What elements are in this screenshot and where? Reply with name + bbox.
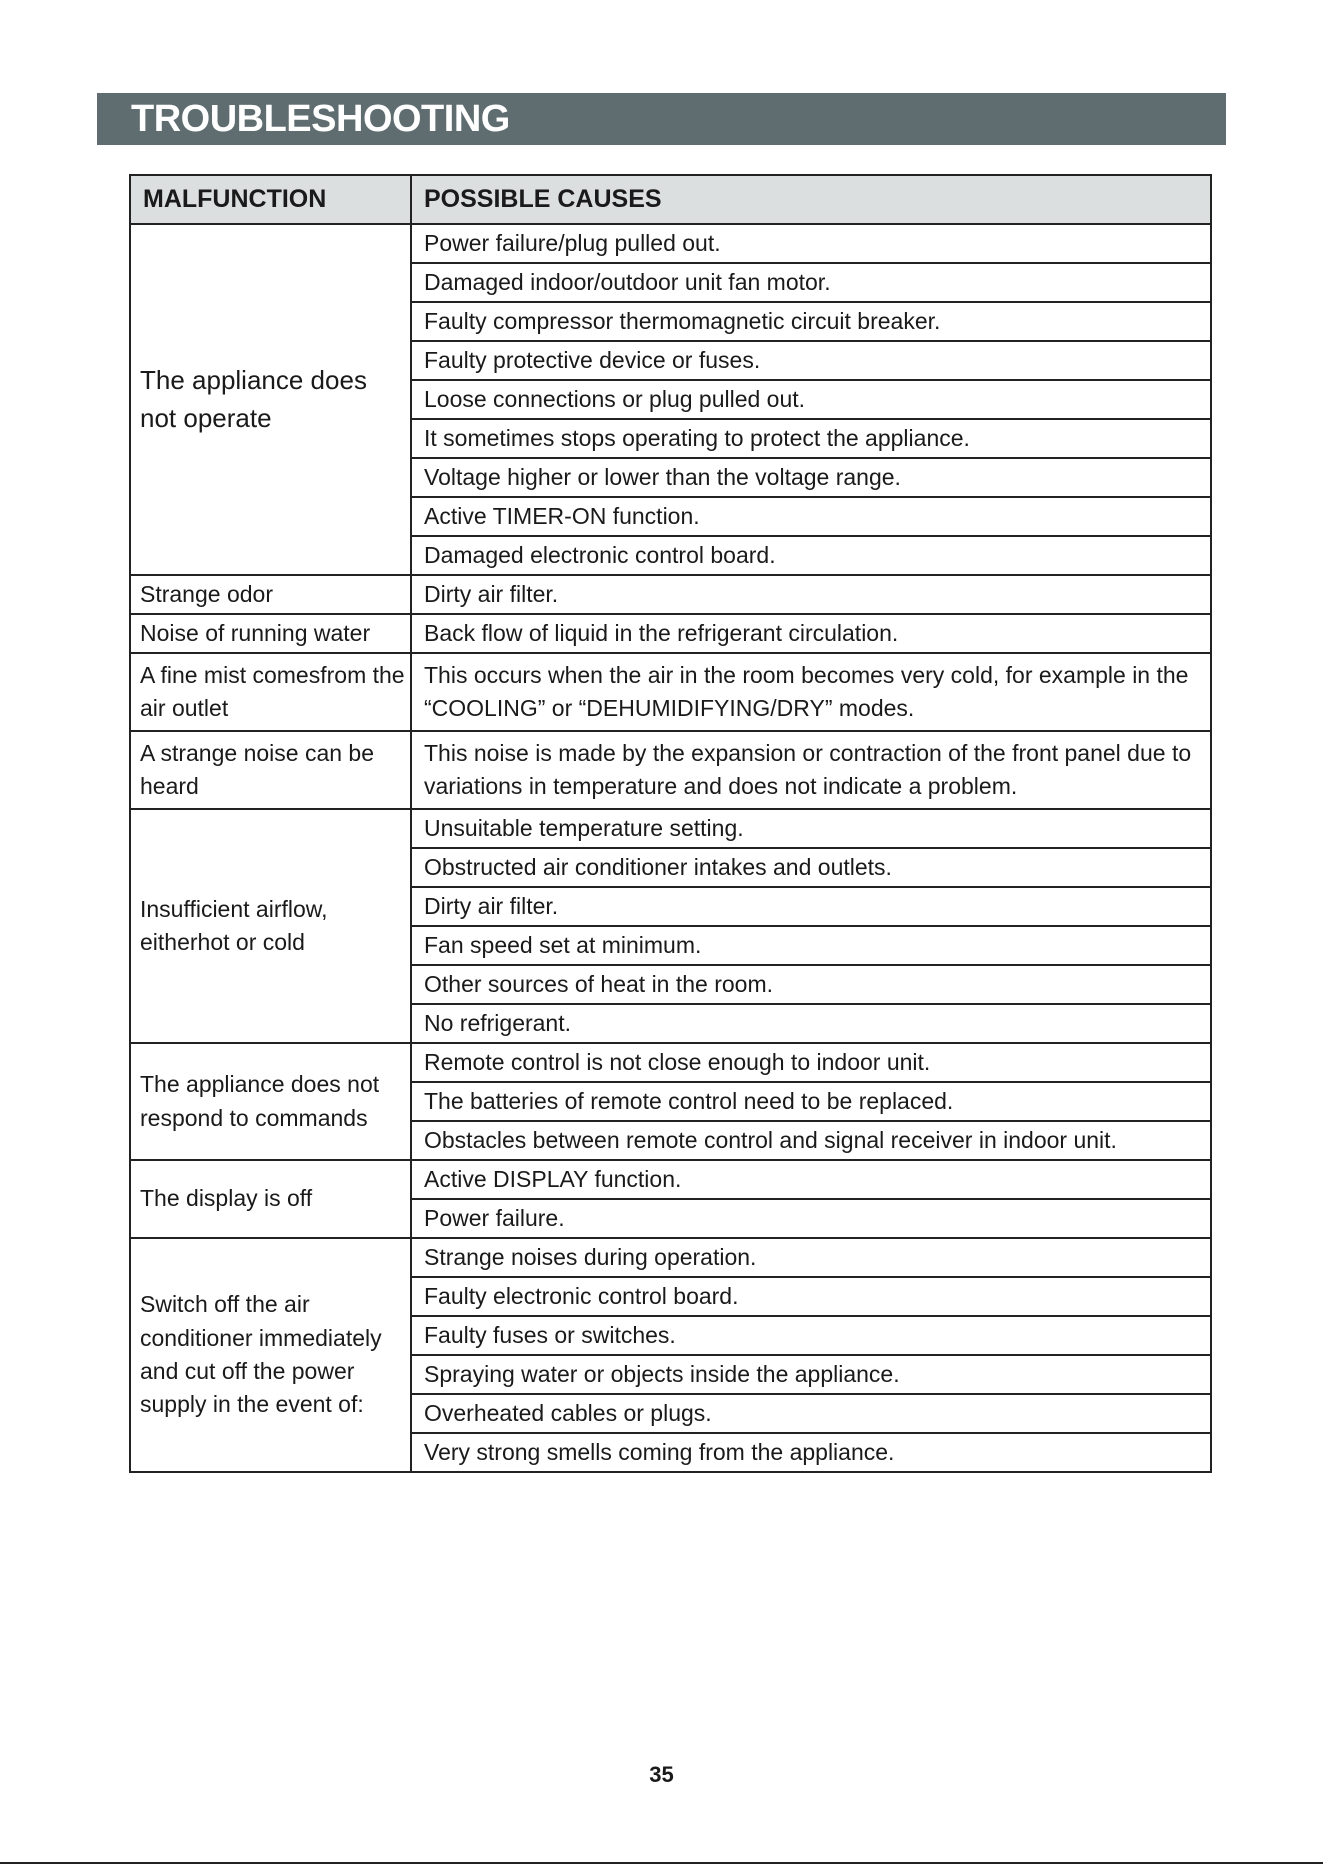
cause-cell: Obstructed air conditioner intakes and outlets. xyxy=(411,848,1211,887)
cause-cell: Obstacles between remote control and signal receiver in indoor unit. xyxy=(411,1121,1211,1160)
cause-cell: Dirty air filter. xyxy=(411,575,1211,614)
cause-cell: Unsuitable temperature setting. xyxy=(411,809,1211,848)
malfunction-cell: The display is off xyxy=(130,1160,411,1238)
cause-cell: Dirty air filter. xyxy=(411,887,1211,926)
malfunction-cell: Switch off the air conditioner immediately and cut off the power supply in the event of: xyxy=(130,1238,411,1472)
table-header-row xyxy=(130,175,1211,224)
malfunction-cell: A fine mist comesfrom the air outlet xyxy=(130,653,411,731)
cause-cell: Damaged indoor/outdoor unit fan motor. xyxy=(411,263,1211,302)
cause-cell: Power failure/plug pulled out. xyxy=(411,224,1211,263)
cause-cell: Very strong smells coming from the appliance. xyxy=(411,1433,1211,1472)
malfunction-cell: The appliance does not operate xyxy=(130,224,411,575)
cause-cell: No refrigerant. xyxy=(411,1004,1211,1043)
table-row xyxy=(130,614,1211,653)
malfunction-cell: Strange odor xyxy=(130,575,411,614)
cause-cell: Active TIMER-ON function. xyxy=(411,497,1211,536)
header-possible-causes: POSSIBLE CAUSES xyxy=(411,175,1211,224)
cause-cell: Loose connections or plug pulled out. xyxy=(411,380,1211,419)
cause-cell: Faulty fuses or switches. xyxy=(411,1316,1211,1355)
malfunction-cell: Noise of running water xyxy=(130,614,411,653)
troubleshooting-table xyxy=(129,174,1212,1473)
cause-cell: Spraying water or objects inside the appliance. xyxy=(411,1355,1211,1394)
page-number: 35 xyxy=(649,1762,674,1787)
cause-cell: This noise is made by the expansion or contraction of the front panel due to variations in temperature and does not indicate a problem. xyxy=(411,731,1211,809)
cause-cell: Remote control is not close enough to indoor unit. xyxy=(411,1043,1211,1082)
table-row xyxy=(130,809,1211,848)
malfunction-cell: A strange noise can be heard xyxy=(130,731,411,809)
cause-cell: This occurs when the air in the room becomes very cold, for example in the “COOLING” or “DEHUMIDIFYING/DRY” modes. xyxy=(411,653,1211,731)
cause-cell: Other sources of heat in the room. xyxy=(411,965,1211,1004)
bottom-rule xyxy=(0,1862,1323,1864)
section-title-bar xyxy=(97,93,1226,145)
cause-cell: Back flow of liquid in the refrigerant circulation. xyxy=(411,614,1211,653)
cause-cell: Fan speed set at minimum. xyxy=(411,926,1211,965)
table-row xyxy=(130,1238,1211,1277)
cause-cell: Active DISPLAY function. xyxy=(411,1160,1211,1199)
table-row xyxy=(130,1043,1211,1082)
cause-cell: It sometimes stops operating to protect the appliance. xyxy=(411,419,1211,458)
cause-cell: Damaged electronic control board. xyxy=(411,536,1211,575)
malfunction-cell: The appliance does not respond to commands xyxy=(130,1043,411,1160)
cause-cell: Faulty protective device or fuses. xyxy=(411,341,1211,380)
table-row xyxy=(130,653,1211,731)
cause-cell: Faulty compressor thermomagnetic circuit breaker. xyxy=(411,302,1211,341)
cause-cell: The batteries of remote control need to be replaced. xyxy=(411,1082,1211,1121)
section-title: TROUBLESHOOTING xyxy=(131,97,510,140)
table-body xyxy=(130,224,1211,1472)
cause-cell: Strange noises during operation. xyxy=(411,1238,1211,1277)
table-row xyxy=(130,1160,1211,1199)
cause-cell: Power failure. xyxy=(411,1199,1211,1238)
cause-cell: Overheated cables or plugs. xyxy=(411,1394,1211,1433)
header-malfunction: MALFUNCTION xyxy=(130,175,411,224)
table-row xyxy=(130,575,1211,614)
table-row xyxy=(130,731,1211,809)
malfunction-cell: Insufficient airflow, eitherhot or cold xyxy=(130,809,411,1043)
table-row xyxy=(130,224,1211,263)
cause-cell: Voltage higher or lower than the voltage range. xyxy=(411,458,1211,497)
cause-cell: Faulty electronic control board. xyxy=(411,1277,1211,1316)
